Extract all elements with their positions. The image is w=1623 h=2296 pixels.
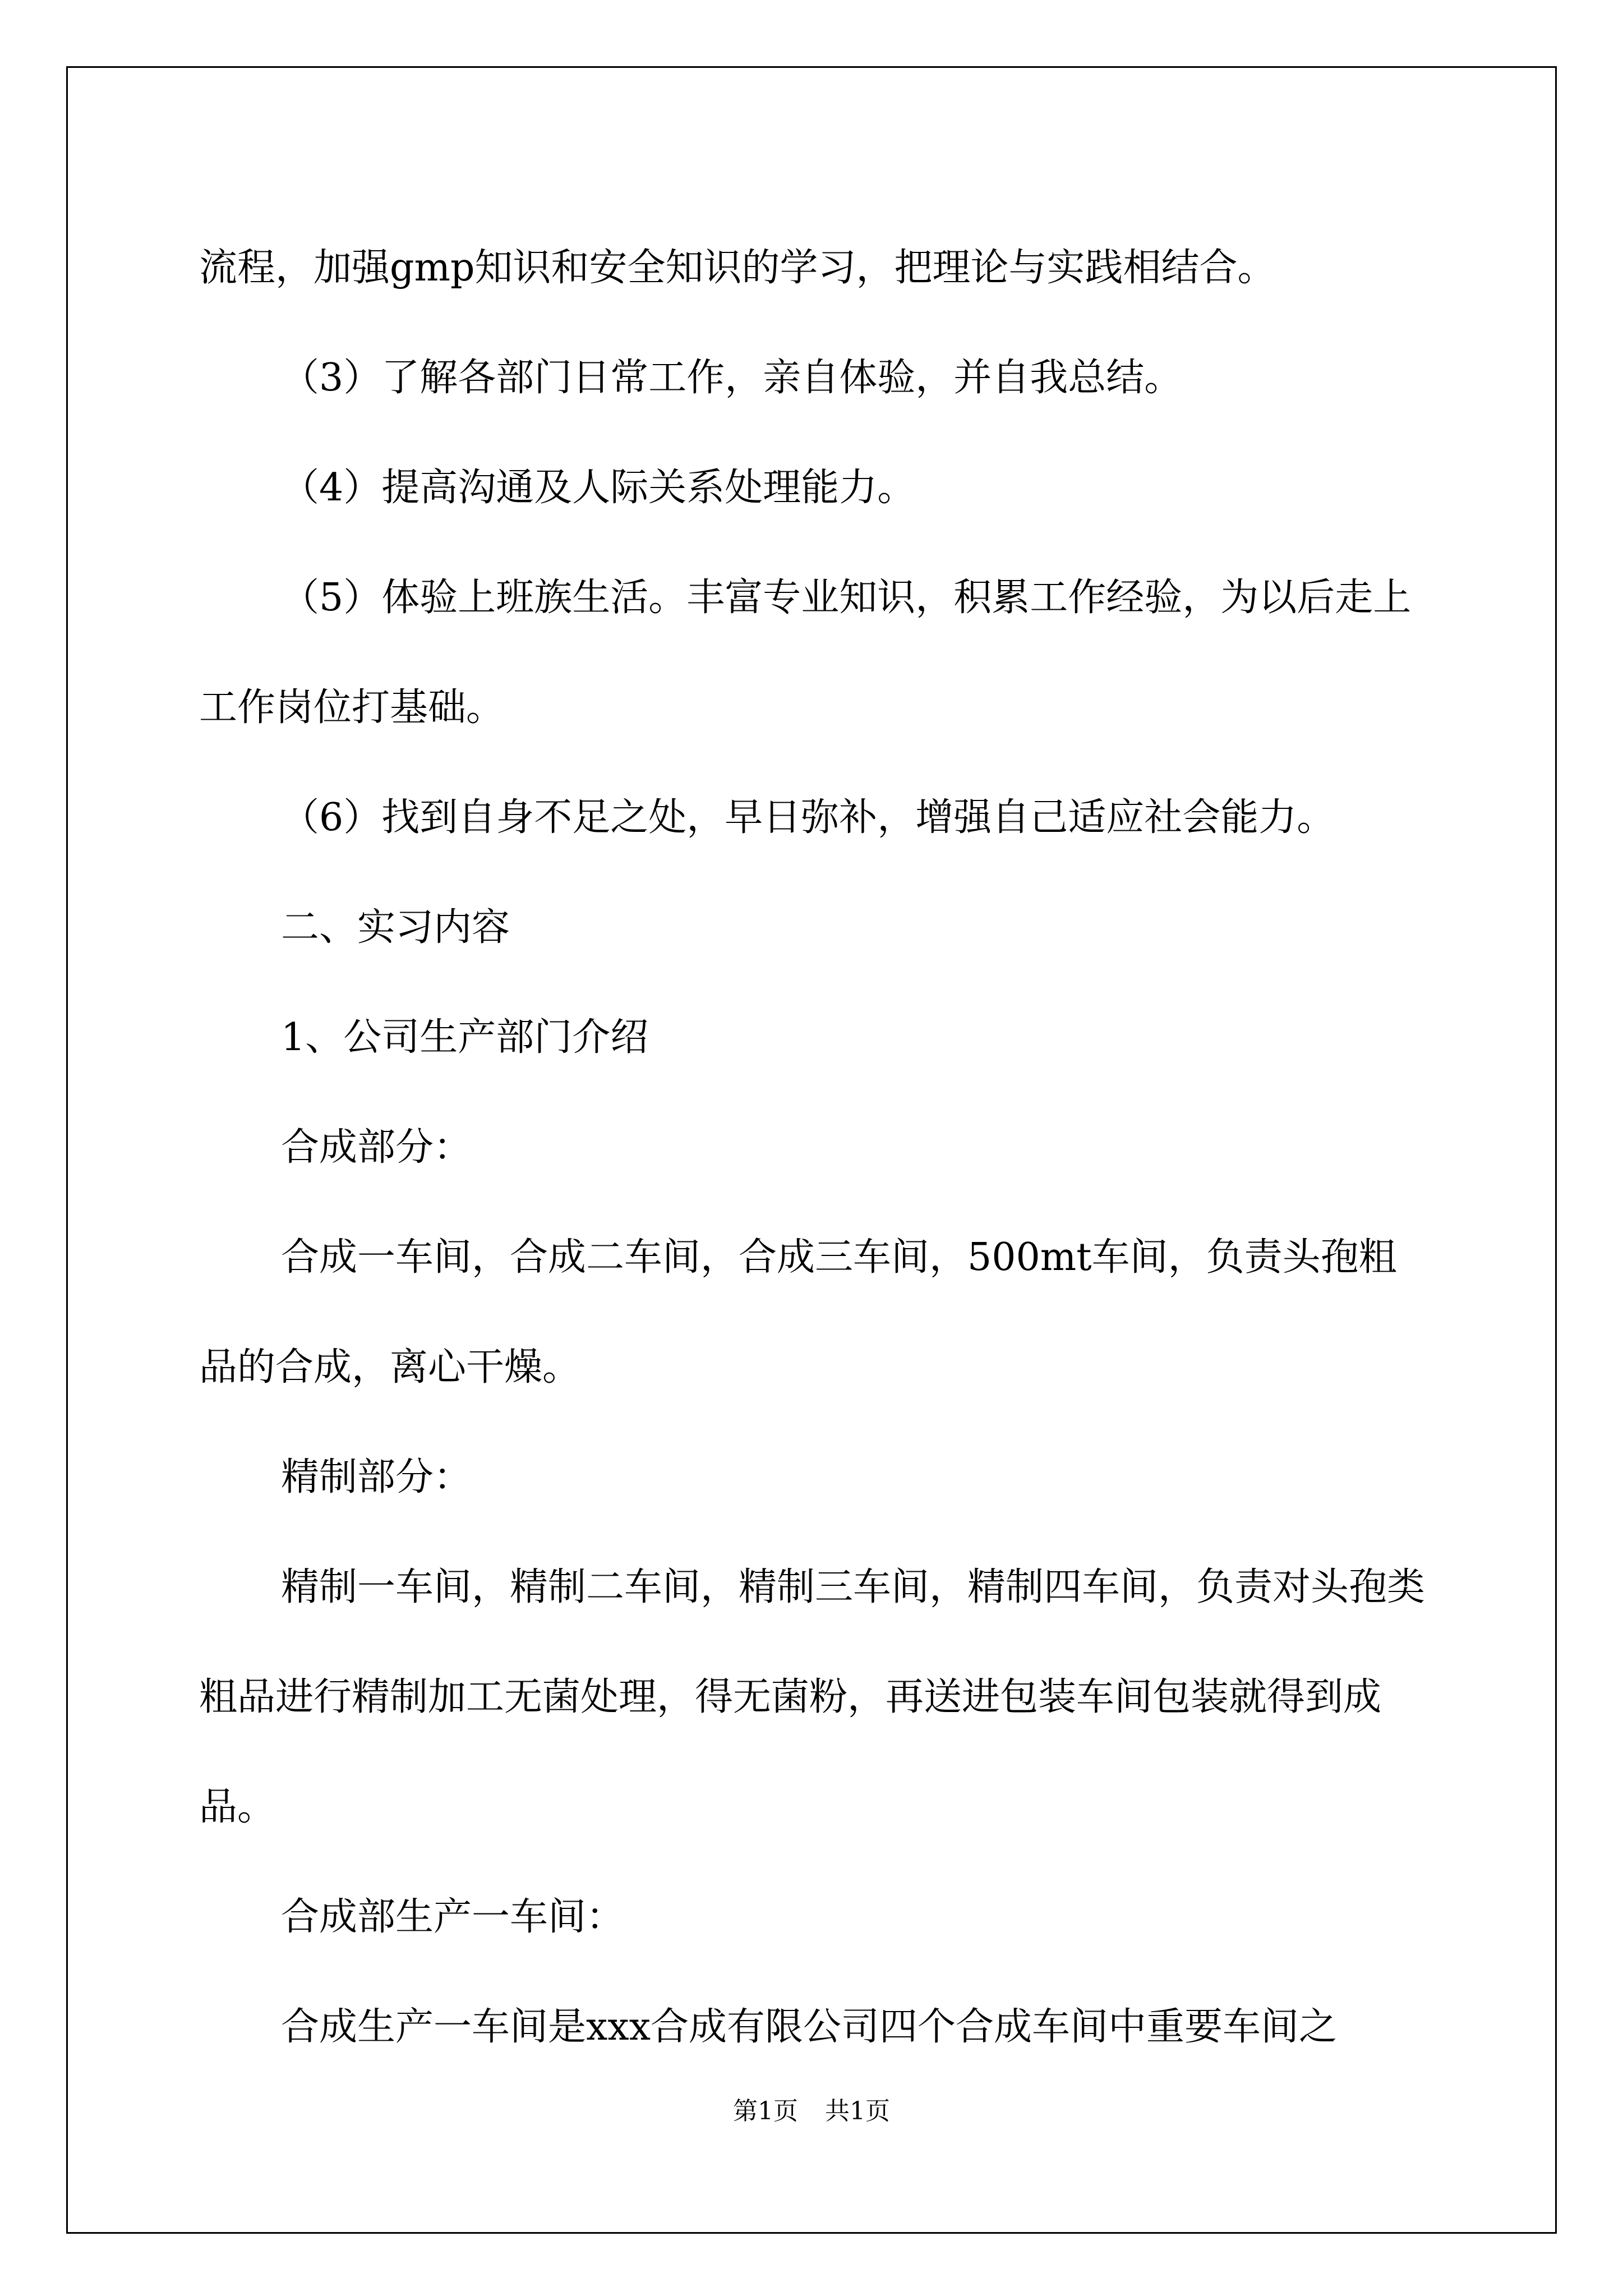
page-total: 共1页	[825, 2097, 890, 2125]
paragraph: 精制一车间，精制二车间，精制三车间，精制四车间，负责对头孢类粗品进行精制加工无菌处理，得无菌粉，再送进包装车间包装就得到成品。	[199, 1565, 1426, 1829]
paragraph: （4）提高沟通及人际关系处理能力。	[281, 466, 916, 510]
paragraph: 合成部分：	[281, 1125, 472, 1170]
paragraph: （3）了解各部门日常工作，亲自体验，并自我总结。	[281, 356, 1183, 400]
page-number: 第1页	[733, 2097, 798, 2125]
paragraph: 合成一车间，合成二车间，合成三车间，500mt车间，负责头孢粗品的合成，离心干燥。	[199, 1235, 1397, 1389]
document-body	[199, 213, 1433, 2082]
section-heading: 二、实习内容	[281, 905, 510, 950]
page-footer	[0, 2095, 1623, 2128]
subsection-heading: 1、公司生产部门介绍	[281, 1015, 649, 1060]
paragraph: （6）找到自身不足之处，早日弥补，增强自己适应社会能力。	[281, 795, 1335, 840]
paragraph: 流程，加强gmp知识和安全知识的学习，把理论与实践相结合。	[199, 246, 1276, 290]
paragraph: （5）体验上班族生活。丰富专业知识，积累工作经验，为以后走上工作岗位打基础。	[199, 576, 1412, 730]
paragraph: 合成部生产一车间：	[281, 1895, 625, 1939]
paragraph: 精制部分：	[281, 1455, 472, 1499]
paragraph: 合成生产一车间是xxx合成有限公司四个合成车间中重要车间之	[281, 2005, 1338, 2049]
